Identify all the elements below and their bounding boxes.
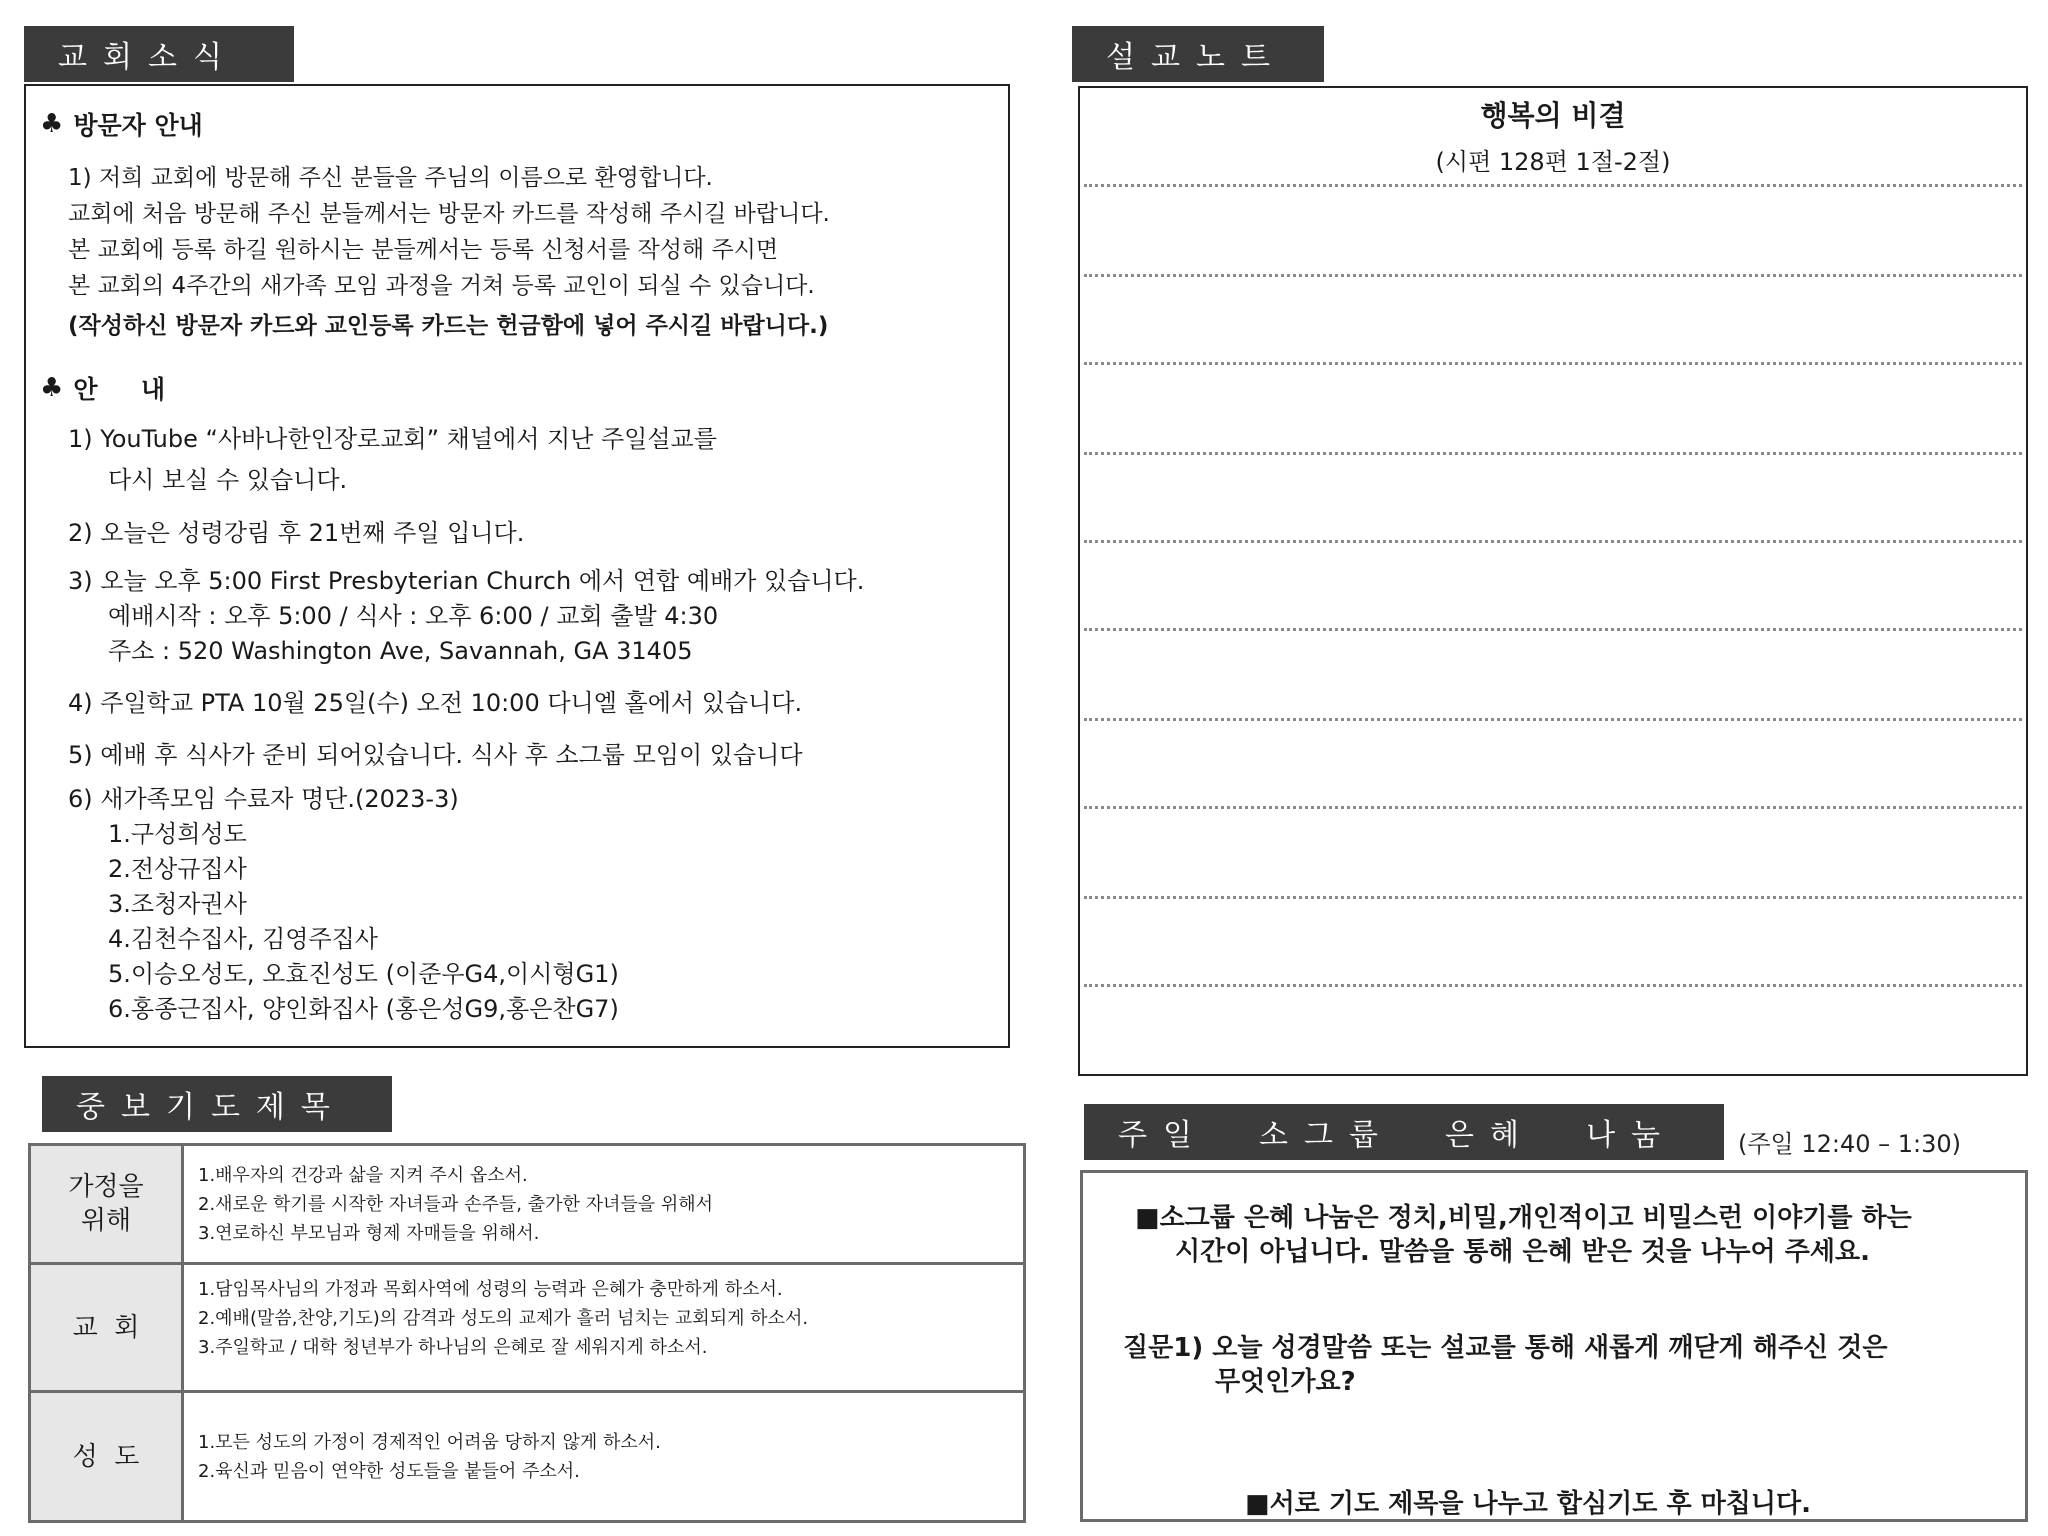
- small-group-intro-line: 시간이 아닙니다. 말씀을 통해 은혜 받은 것을 나누어 주세요.: [1175, 1237, 1870, 1267]
- small-group-header: 주일 소그룹 은혜 나눔: [1084, 1104, 1724, 1160]
- note-line: [1084, 896, 2022, 899]
- category-line: 교 회: [72, 1312, 140, 1343]
- visitor-bold-line: (작성하신 방문자 카드와 교인등록 카드는 헌금함에 넣어 주시길 바랍니다.): [68, 313, 829, 339]
- sermon-title: 행복의 비결: [1480, 99, 1626, 132]
- sermon-reference: (시편 128편 1절-2절): [1435, 148, 1671, 176]
- prayer-items: [183, 1145, 1025, 1264]
- prayer-category: [30, 1392, 183, 1522]
- note-line: [1084, 806, 2022, 809]
- sermon-note-box: [1078, 86, 2028, 1076]
- small-group-question-line: 질문1) 오늘 성경말씀 또는 설교를 통해 새롭게 깨닫게 해주신 것은: [1123, 1333, 1888, 1363]
- category-line: 가정을: [68, 1172, 144, 1202]
- prayer-item: 2.예배(말씀,찬양,기도)의 감격과 성도의 교제가 흘러 넘치는 교회되게 하소서.: [198, 1308, 809, 1329]
- small-group-box: [1080, 1170, 2028, 1522]
- note-line: [1084, 628, 2022, 631]
- visitor-paragraph: [68, 160, 830, 344]
- note-line: [1084, 452, 2022, 455]
- visitor-line: 1) 저희 교회에 방문해 주신 분들을 주님의 이름으로 환영합니다.: [68, 165, 713, 191]
- note-line: [1084, 362, 2022, 365]
- notice-line: 1) YouTube “사바나한인장로교회” 채널에서 지난 주일설교를: [68, 425, 717, 453]
- category-line: 성 도: [72, 1441, 140, 1472]
- small-group-intro-line: ■소그룹 은혜 나눔은 정치,비밀,개인적이고 비밀스런 이야기를 하는: [1135, 1203, 1912, 1233]
- note-line: [1084, 718, 2022, 721]
- visitor-line: 교회에 처음 방문해 주신 분들께서는 방문자 카드를 작성해 주시길 바랍니다.: [68, 201, 830, 227]
- visitor-line: 본 교회의 4주간의 새가족 모임 과정을 거쳐 등록 교인이 되실 수 있습니다.: [68, 273, 815, 299]
- prayer-table: [28, 1143, 1026, 1523]
- notice-item-4: [68, 686, 802, 721]
- notice-line: 2) 오늘은 성령강림 후 21번째 주일 입니다.: [68, 519, 525, 547]
- prayer-items: [183, 1392, 1025, 1522]
- new-family-member: 3.조청자권사: [108, 890, 247, 918]
- church-news-header: 교회소식: [24, 26, 294, 82]
- clubs-icon: ♣: [40, 373, 64, 403]
- prayer-item: 2.육신과 믿음이 연약한 성도들을 붙들어 주소서.: [198, 1460, 580, 1482]
- prayer-item: 1.배우자의 건강과 삶을 지켜 주시 옵소서.: [198, 1164, 528, 1186]
- prayer-items: [183, 1264, 1025, 1392]
- small-group-question-line: 무엇인가요?: [1215, 1367, 1356, 1397]
- prayer-category: [30, 1264, 183, 1392]
- notice-title-text: 안 내: [73, 375, 166, 404]
- notice-line: 예배시작 : 오후 5:00 / 식사 : 오후 6:00 / 교회 출발 4:30: [108, 602, 719, 630]
- visitor-section-title: [40, 106, 203, 142]
- prayer-row-church: [30, 1264, 1025, 1392]
- note-line: [1084, 540, 2022, 543]
- note-line: [1084, 184, 2022, 187]
- notice-item-6: [68, 782, 619, 1027]
- notice-line: 4) 주일학교 PTA 10월 25일(수) 오전 10:00 다니엘 홀에서 있습니다.: [68, 689, 803, 717]
- notice-item-2: [68, 516, 524, 551]
- notice-section-title: [40, 370, 165, 406]
- church-news-box: [24, 84, 1010, 1048]
- category-line: 위해: [80, 1206, 132, 1236]
- notice-line: 5) 예배 후 식사가 준비 되어있습니다. 식사 후 소그룹 모임이 있습니다: [68, 741, 803, 769]
- notice-item-5: [68, 738, 803, 773]
- notice-line: 다시 보실 수 있습니다.: [108, 466, 348, 494]
- prayer-item: 2.새로운 학기를 시작한 자녀들과 손주들, 출가한 자녀들을 위해서: [198, 1193, 714, 1215]
- small-group-closing: ■서로 기도 제목을 나누고 합심기도 후 마칩니다.: [1245, 1489, 1811, 1519]
- new-family-member: 4.김천수집사, 김영주집사: [108, 925, 378, 953]
- clubs-icon: ♣: [40, 109, 64, 139]
- small-group-time: (주일 12:40 – 1:30): [1738, 1130, 1962, 1158]
- visitor-line: 본 교회에 등록 하길 원하시는 분들께서는 등록 신청서를 작성해 주시면: [68, 237, 779, 263]
- note-line: [1084, 984, 2022, 987]
- new-family-member: 1.구성희성도: [108, 820, 247, 848]
- prayer-item: 1.모든 성도의 가정이 경제적인 어려움 당하지 않게 하소서.: [198, 1431, 661, 1453]
- note-line: [1084, 274, 2022, 277]
- notice-item-3: [68, 564, 864, 669]
- prayer-header: 중보기도제목: [42, 1076, 392, 1132]
- prayer-row-family: [30, 1145, 1025, 1264]
- prayer-row-saints: [30, 1392, 1025, 1522]
- prayer-item: 1.담임목사님의 가정과 목회사역에 성령의 능력과 은혜가 충만하게 하소서.: [198, 1279, 783, 1300]
- notice-line: 6) 새가족모임 수료자 명단.(2023-3): [68, 785, 459, 813]
- new-family-member: 5.이승오성도, 오효진성도 (이준우G4,이시형G1): [108, 960, 619, 988]
- visitor-title-text: 방문자 안내: [73, 111, 203, 140]
- new-family-member: 6.홍종근집사, 양인화집사 (홍은성G9,홍은찬G7): [108, 995, 619, 1023]
- prayer-item: 3.연로하신 부모님과 형제 자매들을 위해서.: [198, 1222, 540, 1244]
- sermon-note-header: 설교노트: [1072, 26, 1324, 82]
- new-family-member: 2.전상규집사: [108, 855, 247, 883]
- notice-item-1: [68, 422, 717, 498]
- prayer-category: [30, 1145, 183, 1264]
- notice-line: 주소 : 520 Washington Ave, Savannah, GA 31405: [108, 637, 693, 665]
- notice-line: 3) 오늘 오후 5:00 First Presbyterian Church 에서 연합 예배가 있습니다.: [68, 567, 865, 595]
- prayer-item: 3.주일학교 / 대학 청년부가 하나님의 은혜로 잘 세워지게 하소서.: [198, 1337, 708, 1358]
